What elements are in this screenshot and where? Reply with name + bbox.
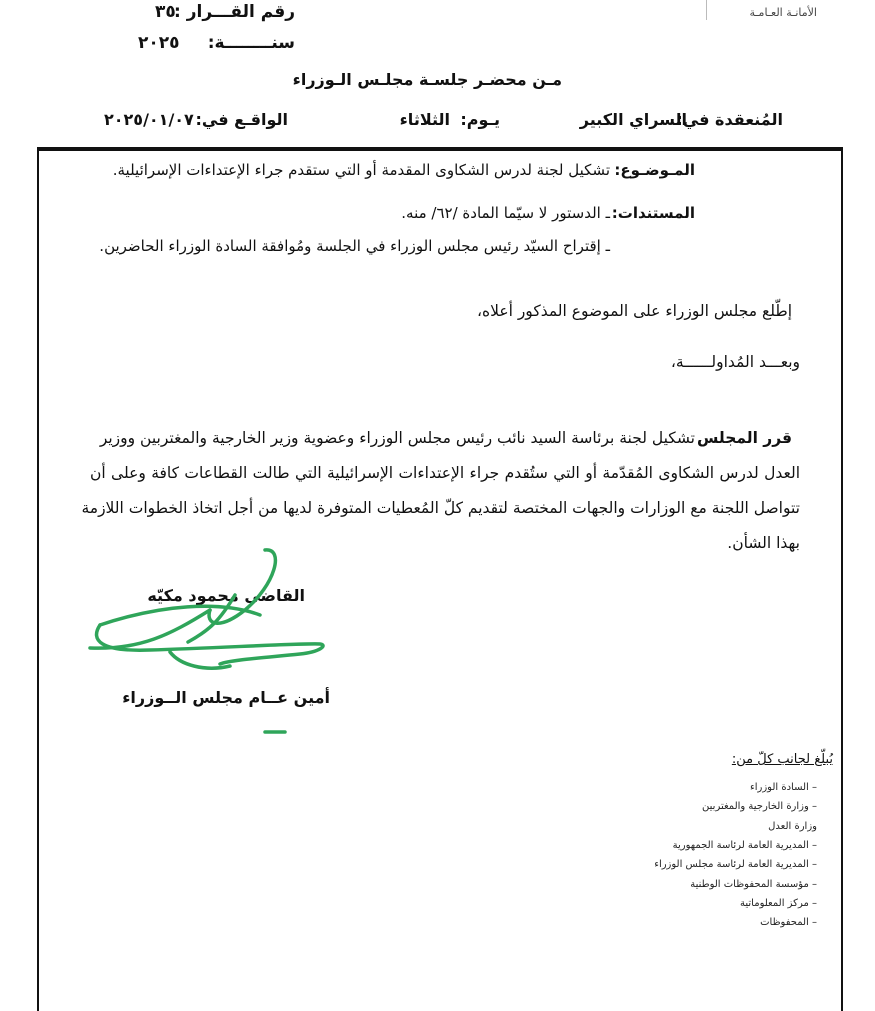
distribution-item: – مؤسسة المحفوظات الوطنية [690,879,817,890]
header-divider [706,0,707,20]
handwritten-signature [70,540,340,740]
subject-label: المـوضـوع: [614,161,695,179]
decision-line-3: تتواصل اللجنة مع الوزارات والجهات المختصة لتقديم كلّ المُعطيات المتوفرة لديها من أجل اتخاذ الخطوات اللازمة [81,499,800,517]
distribution-item: – المديرية العامة لرئاسة الجمهورية [672,840,817,851]
reviewed-statement: إطّلع مجلس الوزراء على الموضوع المذكور أعلاه، [476,302,792,320]
day-value: الثلاثاء [399,110,450,129]
distribution-heading: يُبلّغ لجانب كلّ من: [731,752,833,767]
year-label: سنــــــــة: [207,33,295,53]
distribution-item: – وزارة الخارجية والمغتربين [702,801,817,812]
after-deliberation: وبعـــد المُداولــــــة، [670,353,800,371]
decision-label: قرر المجلس [696,429,792,447]
subject-text: تشكيل لجنة لدرس الشكاوى المقدمة أو التي ستقدم جراء الإعتداءات الإسرائيلية. [112,161,610,179]
decision-line-2: العدل لدرس الشكاوى المُقدّمة أو التي ستُقدم جراء الإعتداءات الإسرائيلية التي طالت القطاعات كافة وعلى أن [90,464,800,482]
documents-label: المستندات: [611,204,695,222]
day-label: يـوم: [460,110,500,129]
distribution-item: – المديرية العامة لرئاسة مجلس الوزراء [654,859,817,870]
minutes-title: مـن محضـر جلسـة مجلـس الـوزراء [292,70,562,89]
decision-line-1: تشكيل لجنة برئاسة السيد نائب رئيس مجلس الوزراء وعضوية وزير الخارجية والمغتربين ووزير [99,429,695,447]
decision-line-4: بهذا الشأن. [727,534,800,552]
decision-number-label: رقم القـــرار : [174,2,295,22]
year-value: ٢٠٢٥ [138,33,180,53]
held-in-value: السراي الكبير [579,110,687,129]
distribution-item: – المحفوظات [760,917,817,928]
signatory-title: أمين عــام مجلس الــوزراء [122,688,330,707]
documents-line-1: ـ الدستور لا سيّما المادة /٦٢/ منه. [401,204,610,222]
distribution-item: – مركز المعلوماتية [740,898,817,909]
decision-number: ٣٥ [155,2,176,22]
date-label: الواقـع في: [195,110,288,129]
signatory-name: القاضي محمود مكيّه [147,586,305,605]
date-value: ٢٠٢٥/٠١/٠٧ [104,110,194,129]
held-in-label: المُنعقدة في: [676,110,783,129]
secretariat-label: الأمانـة العـامـة [749,6,817,19]
distribution-item: – السادة الوزراء [750,782,817,793]
distribution-item: وزارة العدل [768,821,817,832]
documents-line-2: ـ إقتراح السيّد رئيس مجلس الوزراء في الجلسة ومُوافقة السادة الوزراء الحاضرين. [99,237,610,255]
